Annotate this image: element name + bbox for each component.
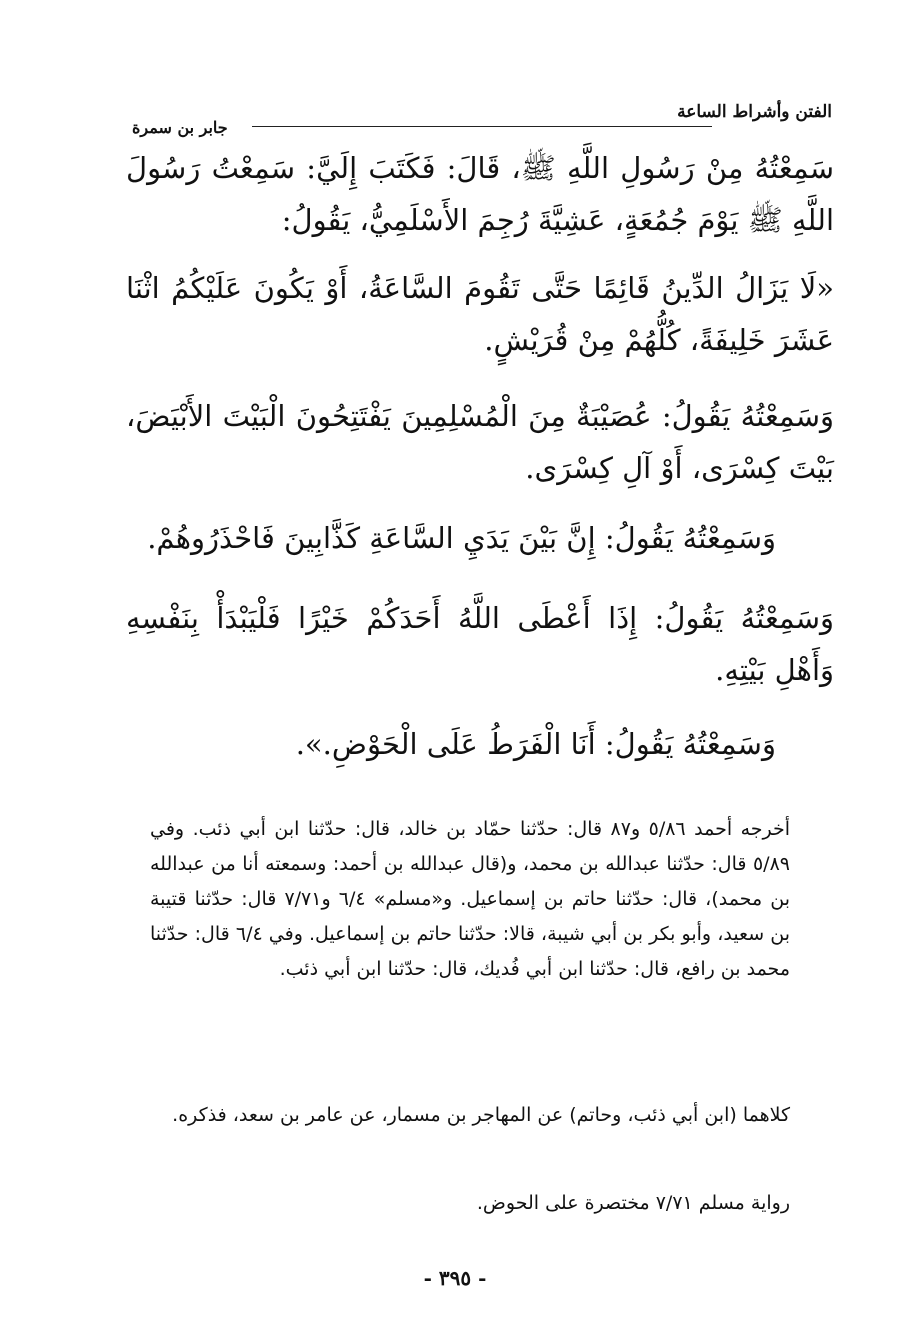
hadith-paragraph-1: سَمِعْتُهُ مِنْ رَسُولِ اللَّهِ ﷺ، قَالَ: فَكَتَبَ إِلَيَّ: سَمِعْتُ رَسُولَ اللَّهِ ﷺ يَوْمَ جُمُعَةٍ، عَشِيَّةَ رُجِمَ الأَسْلَمِيُّ، يَقُولُ: bbox=[126, 151, 834, 237]
running-header bbox=[132, 102, 832, 138]
hadith-paragraph-2: «لَا يَزَالُ الدِّينُ قَائِمًا حَتَّى تَقُومَ السَّاعَةُ، أَوْ يَكُونَ عَلَيْكُمُ اثْنَا عَشَرَ خَلِيفَةً، كُلُّهُمْ مِنْ قُرَيْشٍ. bbox=[126, 271, 834, 357]
page-number: - ٣٩٥ - bbox=[423, 1266, 487, 1290]
takhrij-note: أخرجه أحمد ٥/٨٦ و٨٧ قال: حدّثنا حمّاد بن خالد، قال: حدّثنا ابن أبي ذئب. وفي ٥/٨٩ قال: حدّثنا عبدالله بن محمد، و(قال عبدالله بن أحمد: وسمعته أنا من عبدالله بن محمد)، قال: حدّثنا حاتم بن إسماعيل. و«مسلم» ٦/٤ و٧/٧١ قال: حدّثنا قتيبة بن سعيد، وأبو بكر بن أبي شيبة، قالا: حدّثنا حاتم بن إسماعيل. وفي ٦/٤ قال: حدّثنا محمد بن رافع، قال: حدّثنا ابن أبي فُديك، قال: حدّثنا ابن أبي ذئب. bbox=[150, 818, 791, 980]
hadith-paragraph-3: وَسَمِعْتُهُ يَقُولُ: عُصَيْبَةٌ مِنَ الْمُسْلِمِينَ يَفْتَتِحُونَ الْبَيْتَ الأَبْيَضَ، بَيْتَ كِسْرَى، أَوْ آلِ كِسْرَى. bbox=[126, 399, 834, 485]
hadith-paragraph-4: وَسَمِعْتُهُ يَقُولُ: إِنَّ بَيْنَ يَدَيِ السَّاعَةِ كَذَّابِينَ فَاحْذَرُوهُمْ. bbox=[147, 521, 776, 555]
header-rule bbox=[252, 126, 712, 127]
hadith-paragraph-5: وَسَمِعْتُهُ يَقُولُ: إِذَا أَعْطَى اللَّهُ أَحَدَكُمْ خَيْرًا فَلْيَبْدَأْ بِنَفْسِهِ وَأَهْلِ بَيْتِهِ. bbox=[126, 601, 834, 687]
hadith-paragraph-6: وَسَمِعْتُهُ يَقُولُ: أَنَا الْفَرَطُ عَلَى الْحَوْضِ.». bbox=[295, 727, 776, 761]
riwaya-note: رواية مسلم ٧/٧١ مختصرة على الحوض. bbox=[476, 1192, 790, 1214]
header-title: الفتن وأشراط الساعة bbox=[677, 102, 832, 122]
isnad-note: كلاهما (ابن أبي ذئب، وحاتم) عن المهاجر بن مسمار، عن عامر بن سعد، فذكره. bbox=[172, 1104, 790, 1126]
header-subtitle: جابر بن سمرة bbox=[132, 118, 228, 137]
